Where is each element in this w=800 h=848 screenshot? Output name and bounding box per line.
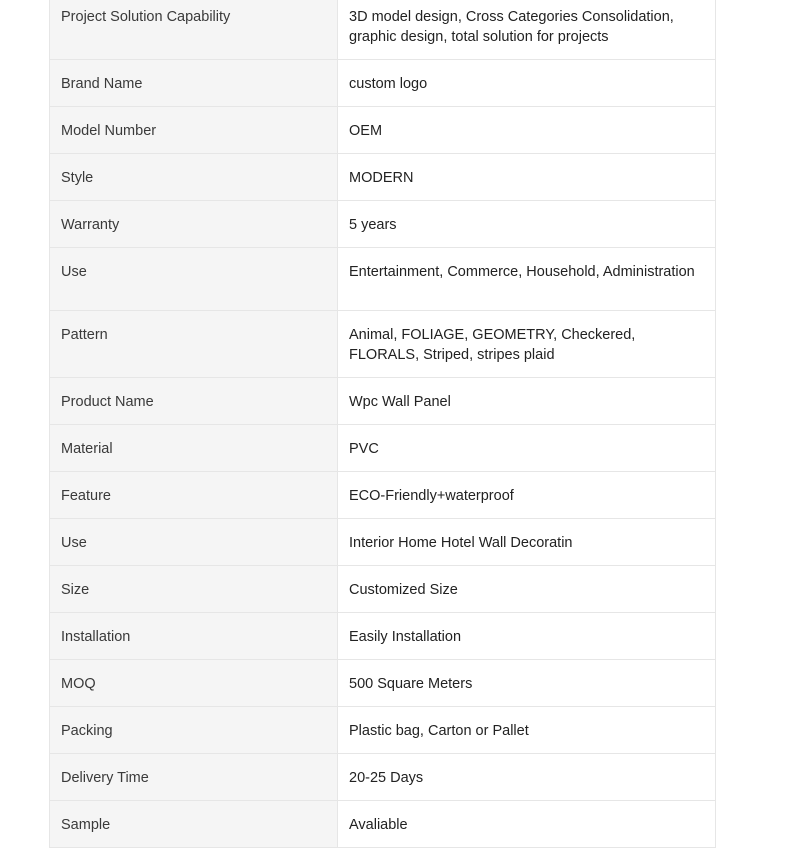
spec-label: Warranty <box>50 201 338 248</box>
spec-value: 500 Square Meters <box>338 660 716 707</box>
spec-label: Delivery Time <box>50 754 338 801</box>
table-row <box>50 519 716 566</box>
spec-value: MODERN <box>338 154 716 201</box>
table-row <box>50 248 716 311</box>
spec-value: PVC <box>338 425 716 472</box>
table-row <box>50 378 716 425</box>
spec-value: Customized Size <box>338 566 716 613</box>
spec-label: Packing <box>50 707 338 754</box>
table-row <box>50 801 716 848</box>
spec-label: Style <box>50 154 338 201</box>
spec-label: Installation <box>50 613 338 660</box>
spec-value: 5 years <box>338 201 716 248</box>
spec-label: Project Solution Capability <box>50 0 338 60</box>
spec-label: Size <box>50 566 338 613</box>
spec-value: OEM <box>338 107 716 154</box>
table-row <box>50 60 716 107</box>
spec-value: 3D model design, Cross Categories Consolidation, graphic design, total solution for projects <box>338 0 716 60</box>
spec-label: Sample <box>50 801 338 848</box>
table-row <box>50 754 716 801</box>
table-row <box>50 154 716 201</box>
spec-value: ECO-Friendly+waterproof <box>338 472 716 519</box>
table-row <box>50 707 716 754</box>
spec-label: Use <box>50 519 338 566</box>
table-row <box>50 201 716 248</box>
spec-value: Easily Installation <box>338 613 716 660</box>
spec-value: Wpc Wall Panel <box>338 378 716 425</box>
spec-label: Product Name <box>50 378 338 425</box>
table-row <box>50 660 716 707</box>
spec-label: Material <box>50 425 338 472</box>
spec-label: Pattern <box>50 311 338 378</box>
table-row <box>50 613 716 660</box>
spec-value: Interior Home Hotel Wall Decoratin <box>338 519 716 566</box>
spec-value: Entertainment, Commerce, Household, Administration <box>338 248 716 311</box>
table-row <box>50 472 716 519</box>
table-row <box>50 311 716 378</box>
spec-value: Animal, FOLIAGE, GEOMETRY, Checkered, FLORALS, Striped, stripes plaid <box>338 311 716 378</box>
spec-value: custom logo <box>338 60 716 107</box>
spec-label: MOQ <box>50 660 338 707</box>
spec-value: Avaliable <box>338 801 716 848</box>
spec-label: Brand Name <box>50 60 338 107</box>
spec-label: Model Number <box>50 107 338 154</box>
table-row <box>50 566 716 613</box>
spec-value: 20-25 Days <box>338 754 716 801</box>
spec-label: Feature <box>50 472 338 519</box>
table-row <box>50 425 716 472</box>
table-row <box>50 107 716 154</box>
table-row <box>50 0 716 60</box>
product-spec-table <box>49 0 716 848</box>
spec-value: Plastic bag, Carton or Pallet <box>338 707 716 754</box>
spec-label: Use <box>50 248 338 311</box>
